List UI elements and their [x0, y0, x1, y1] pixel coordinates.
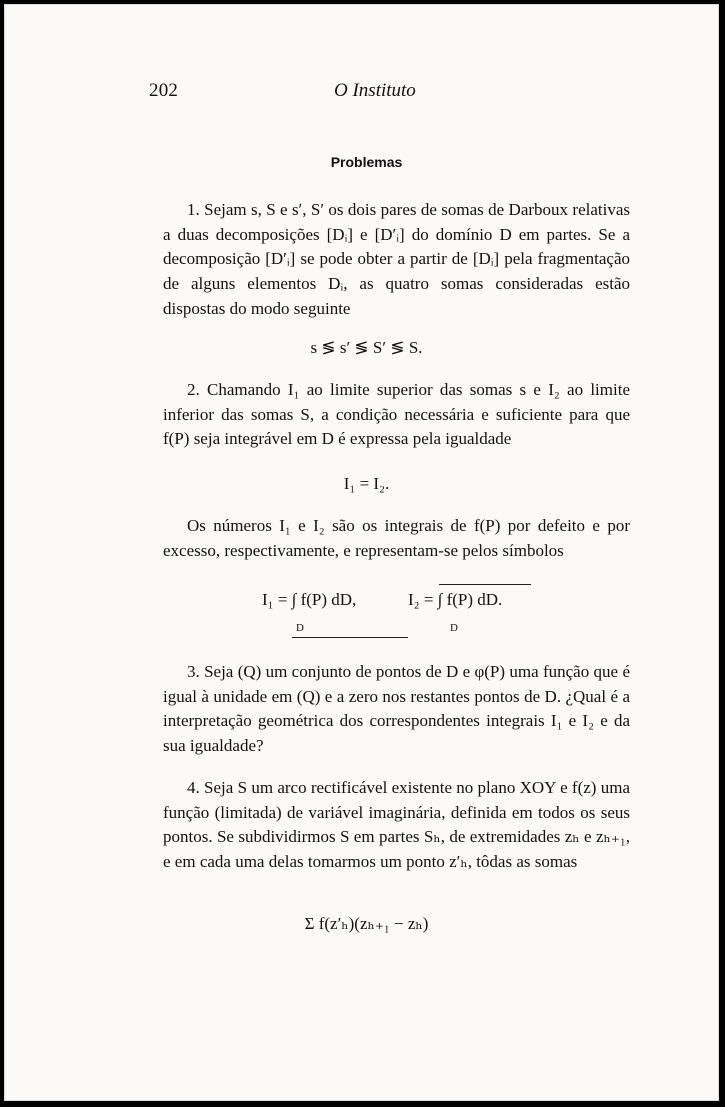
document-page — [4, 4, 719, 1101]
running-title: O Instituto — [334, 80, 416, 101]
integrals-formula — [262, 590, 534, 650]
upper-integral-limit: D — [450, 622, 458, 634]
page-number: 202 — [149, 80, 179, 101]
problem-4-text — [163, 776, 630, 875]
upper-integral-overline — [439, 584, 531, 585]
running-header — [149, 80, 589, 104]
problem-4-body: 4. Seja S um arco rectificável existente no plano XOY e f(z) uma função (limitada) de variável imaginária, definida em todos os seus pontos. Se subdividirmos S em partes Sₕ, de extremidades zₕ e zₕ₊₁, e em cada uma delas tomarmos um ponto z′ₕ, tôdas as somas — [163, 778, 630, 872]
problem-1-body: 1. Sejam s, S e s′, S′ os dois pares de somas de Darboux relativas a duas decomposições [Dᵢ] e [D′ᵢ] do domínio D em partes. Se a decomposição [D′ᵢ] se pode obter a partir de [Dᵢ] pela fragmentação de alguns elementos Dᵢ, as quatro somas consideradas estão dispostas do modo seguinte — [163, 200, 630, 318]
upper-integral-formula: I₂ = ∫ f(P) dD. — [408, 590, 503, 609]
problem-2-body: 2. Chamando I₁ ao limite superior das somas s e I₂ ao limite inferior das somas S, a condição necessária e suficiente para que f(P) seja integrável em D é expressa pela igualdade — [163, 380, 630, 449]
problem-2-formula: I₁ = I₂. — [343, 474, 390, 493]
problem-1-formula: s ≶ s′ ≶ S′ ≶ S. — [310, 338, 423, 357]
section-title: Problemas — [330, 154, 403, 170]
problem-2-text — [163, 378, 630, 452]
problem-3-body: 3. Seja (Q) um conjunto de pontos de D e φ(P) uma função que é igual à unidade em (Q) e a zero nos restantes pontos de D. ¿Qual é a interpretação geométrica dos correspondentes integrais I₁ e I₂ e da sua igualdade? — [163, 662, 630, 756]
lower-integral-formula: I₁ = ∫ f(P) dD, — [262, 590, 357, 609]
problem-4-formula: Σ f(z′ₕ)(zₕ₊₁ − zₕ) — [304, 914, 429, 933]
integrals-text — [163, 514, 630, 563]
problem-3-text — [163, 660, 630, 759]
integrals-body: Os números I₁ e I₂ são os integrais de f(P) por defeito e por excesso, respectivamente, e representam-se pelos símbolos — [163, 516, 630, 560]
lower-integral-limit: D — [296, 622, 304, 634]
lower-integral-underline — [292, 637, 408, 638]
problem-1-text — [163, 198, 630, 322]
